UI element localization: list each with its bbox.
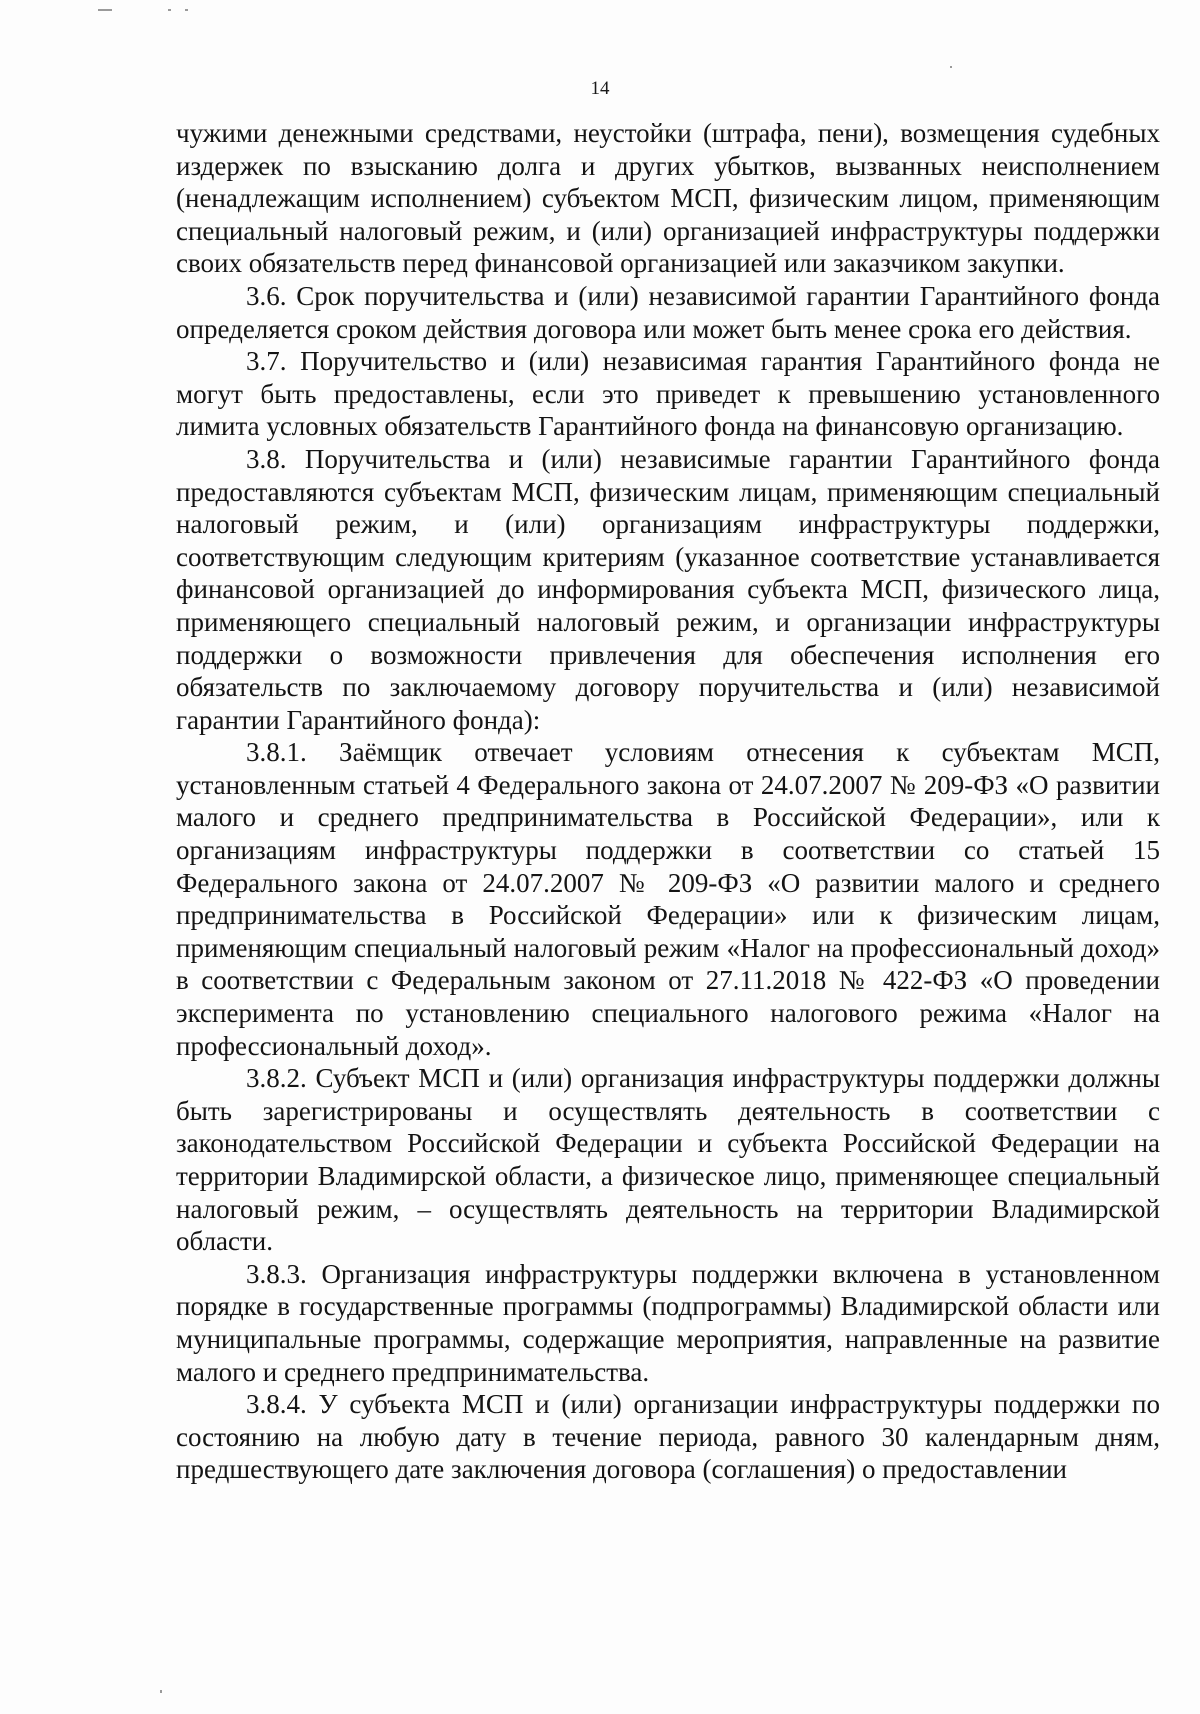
page-number: 14 [590,78,610,99]
paragraph-3-8-1: 3.8.1. Заёмщик отвечает условиям отнесения к субъектам МСП, установленным статьей 4 Федерального закона от 24.07.2007 № 209-ФЗ «О развитии малого и среднего предпринимательства в Российской Федерации», или к организациям инфраструктуры поддержки в соответствии со статьей 15 Федерального закона от 24.07.2007 № 209-ФЗ «О развитии малого и среднего предпринимательства в Российской Федерации» или к физическим лицам, применяющим специальный налоговый режим «Налог на профессиональный доход» в соответствии с Федеральным законом от 27.11.2018 № 422-ФЗ «О проведении эксперимента по установлению специального налогового режима «Налог на профессиональный доход». [176,737,1160,1061]
paragraph-3-8-2: 3.8.2. Субъект МСП и (или) организация инфраструктуры поддержки должны быть зарегистрированы и осуществлять деятельность в соответствии с законодательством Российской Федерации и субъекта Российской Федерации на территории Владимирской области, а физическое лицо, применяющее специальный налоговый режим, – осуществлять деятельность на территории Владимирской области. [176,1063,1160,1257]
paragraph-3-8-4: 3.8.4. У субъекта МСП и (или) организации инфраструктуры поддержки по состоянию на любую дату в течение периода, равного 30 календарным дням, предшествующего дате заключения договора (соглашения) о предоставлении [176,1389,1160,1485]
scan-speck [98,9,112,11]
paragraph-3-6: 3.6. Срок поручительства и (или) независимой гарантии Гарантийного фонда определяется сроком действия договора или может быть менее срока его действия. [176,280,1160,344]
scan-speck [160,1690,162,1693]
paragraph-3-7: 3.7. Поручительство и (или) независимая гарантия Гарантийного фонда не могут быть предоставлены, если это приведет к превышению установленного лимита условных обязательств Гарантийного фонда на финансовую организацию. [176,346,1160,442]
paragraph-3-8: 3.8. Поручительства и (или) независимые гарантии Гарантийного фонда предоставляются субъектам МСП, физическим лицам, применяющим специальный налоговый режим, и (или) организациям инфраструктуры поддержки, соответствующим следующим критериям (указанное соответствие устанавливается финансовой организацией до информирования субъекта МСП, физического лица, применяющего специальный налоговый режим, и организации инфраструктуры поддержки о возможности привлечения для обеспечения исполнения его обязательств по заключаемому договору поручительства и (или) независимой гарантии Гарантийного фонда): [176,443,1160,735]
paragraph-continuation: чужими денежными средствами, неустойки (штрафа, пени), возмещения судебных издержек по взысканию долга и других убытков, вызванных неисполнением (ненадлежащим исполнением) субъектом МСП, физическим лицом, применяющим специальный налоговый режим, и (или) организацией инфраструктуры поддержки своих обязательств перед финансовой организацией или заказчиком закупки. [176,118,1160,279]
document-body [176,117,1160,1486]
paragraph-3-8-3: 3.8.3. Организация инфраструктуры поддержки включена в установленном порядке в государственные программы (подпрограммы) Владимирской области или муниципальные программы, содержащие мероприятия, направленные на развитие малого и среднего предпринимательства. [176,1258,1160,1387]
scan-speck [950,66,952,68]
scan-speck [185,9,188,11]
scan-speck [168,9,171,11]
